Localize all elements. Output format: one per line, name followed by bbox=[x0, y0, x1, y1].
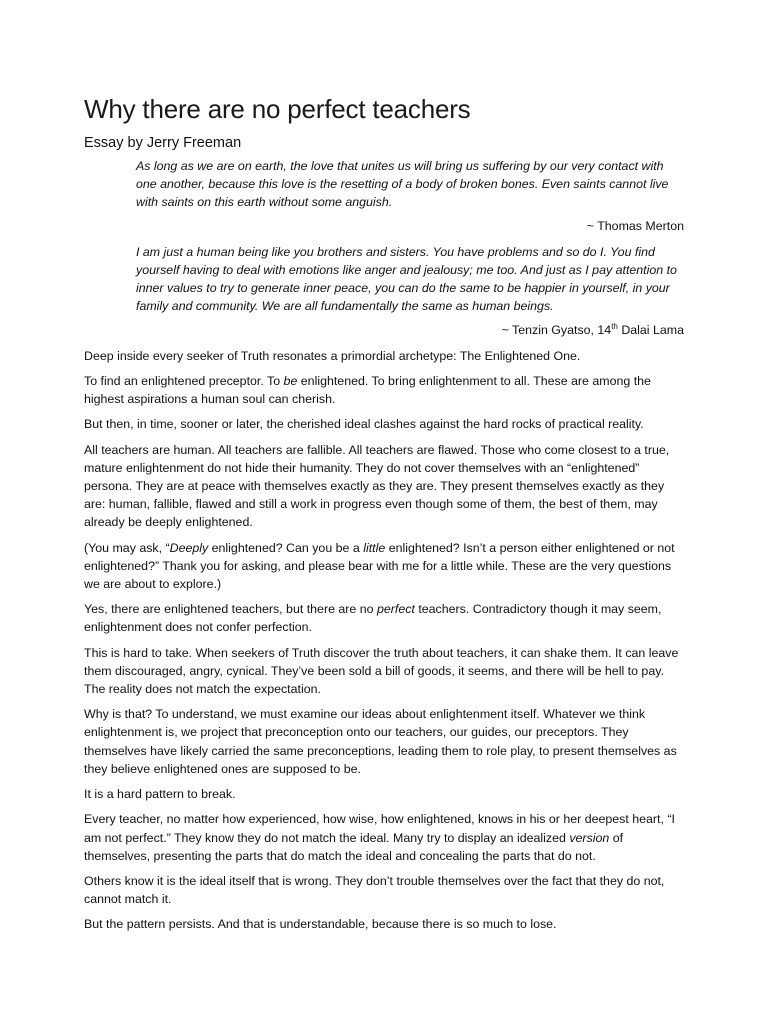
paragraph: But the pattern persists. And that is understandable, because there is so much to lose. bbox=[84, 917, 557, 932]
paragraph: It is a hard pattern to break. bbox=[84, 787, 236, 802]
quote-attribution bbox=[136, 321, 684, 339]
epigraph-quote-merton bbox=[136, 157, 684, 235]
text-run: of themselves, presenting the parts that do match the ideal and concealing the parts that do not. bbox=[84, 830, 624, 863]
text-run: (You may ask, “ bbox=[84, 540, 170, 555]
text-run: enlightened. To bring enlightenment to all. These are among the highest aspirations a human soul can cherish. bbox=[84, 374, 651, 407]
text-run: enlightened? Isn’t a person either enlightened or not enlightened?” Thank you for asking, and please bear with me for a little while. These are the very questions we are about to explore.) bbox=[84, 540, 675, 592]
emphasis-text: perfect bbox=[377, 602, 415, 617]
text-run: Yes, there are enlightened teachers, but there are no bbox=[84, 602, 377, 617]
paragraph: All teachers are human. All teachers are fallible. All teachers are flawed. Those who come closest to a true, mature enlightenment do not hide their humanity. They do not cover themselves with an “enlightened” persona. They are at peace with themselves exactly as they are. They present themselves exactly as they are: human, fallible, flawed and still a work in progress even though some of them, the best of them, may already be deeply enlightened. bbox=[84, 442, 670, 530]
paragraph bbox=[84, 372, 684, 408]
emphasis-text: Deeply bbox=[169, 540, 209, 555]
paragraph bbox=[84, 810, 684, 865]
attribution-title: Dalai Lama bbox=[617, 322, 684, 337]
text-run: teachers. Contradictory though it may seem, enlightenment does not confer perfection. bbox=[84, 602, 662, 635]
paragraph bbox=[84, 539, 684, 594]
paragraph: Why is that? To understand, we must examine our ideas about enlightenment itself. Whatever we think enlightenment is, we project that preconception onto our teachers, our guides, our preceptors. They themselves have likely carried the same preconceptions, leading them to role play, to present themselves as they believe enlightened ones are supposed to be. bbox=[84, 707, 677, 776]
epigraph-quote-dalai-lama bbox=[136, 243, 684, 339]
attribution-ordinal-suffix: th bbox=[611, 321, 618, 331]
paragraph bbox=[84, 600, 684, 636]
emphasis-text: be bbox=[283, 374, 298, 389]
emphasis-text: version bbox=[569, 830, 610, 845]
quote-text: As long as we are on earth, the love that unites us will bring us suffering by our very contact with one another, because this love is the resetting of a body of broken bones. Even saints cannot live with saints on this earth without some anguish. bbox=[136, 159, 669, 210]
text-run: Every teacher, no matter how experienced, how wise, how enlightened, knows in his or her deepest heart, “I am not perfect.” They know they do not match the ideal. Many try to display an idealized bbox=[84, 812, 675, 845]
paragraph: Others know it is the ideal itself that is wrong. They don’t trouble themselves over the fact that they do not, cannot match it. bbox=[84, 873, 665, 907]
emphasis-text: little bbox=[363, 540, 386, 555]
quote-attribution: ~ Thomas Merton bbox=[586, 218, 684, 233]
attribution-name: ~ Tenzin Gyatso, 14 bbox=[501, 322, 612, 337]
essay-byline: Essay by Jerry Freeman bbox=[84, 135, 242, 151]
document-page bbox=[84, 92, 684, 941]
paragraph: But then, in time, sooner or later, the cherished ideal clashes against the hard rocks of practical reality. bbox=[84, 417, 644, 432]
text-run: enlightened? Can you be a bbox=[208, 540, 364, 555]
page-title: Why there are no perfect teachers bbox=[84, 94, 471, 124]
paragraph: Deep inside every seeker of Truth resonates a primordial archetype: The Enlightened One. bbox=[84, 348, 581, 363]
text-run: To find an enlightened preceptor. To bbox=[84, 374, 284, 389]
paragraph: This is hard to take. When seekers of Truth discover the truth about teachers, it can shake them. It can leave them discouraged, angry, cynical. They’ve been sold a bill of goods, it seems, and there will be hell to pay. The reality does not match the expectation. bbox=[84, 645, 679, 697]
quote-text: I am just a human being like you brothers and sisters. You have problems and so do I. You find yourself having to deal with emotions like anger and jealousy; me too. And just as I pay attention to inner values to try to generate inner peace, you can do the same to be happier in yourself, in your family and community. We are all fundamentally the same as human beings. bbox=[136, 244, 677, 314]
